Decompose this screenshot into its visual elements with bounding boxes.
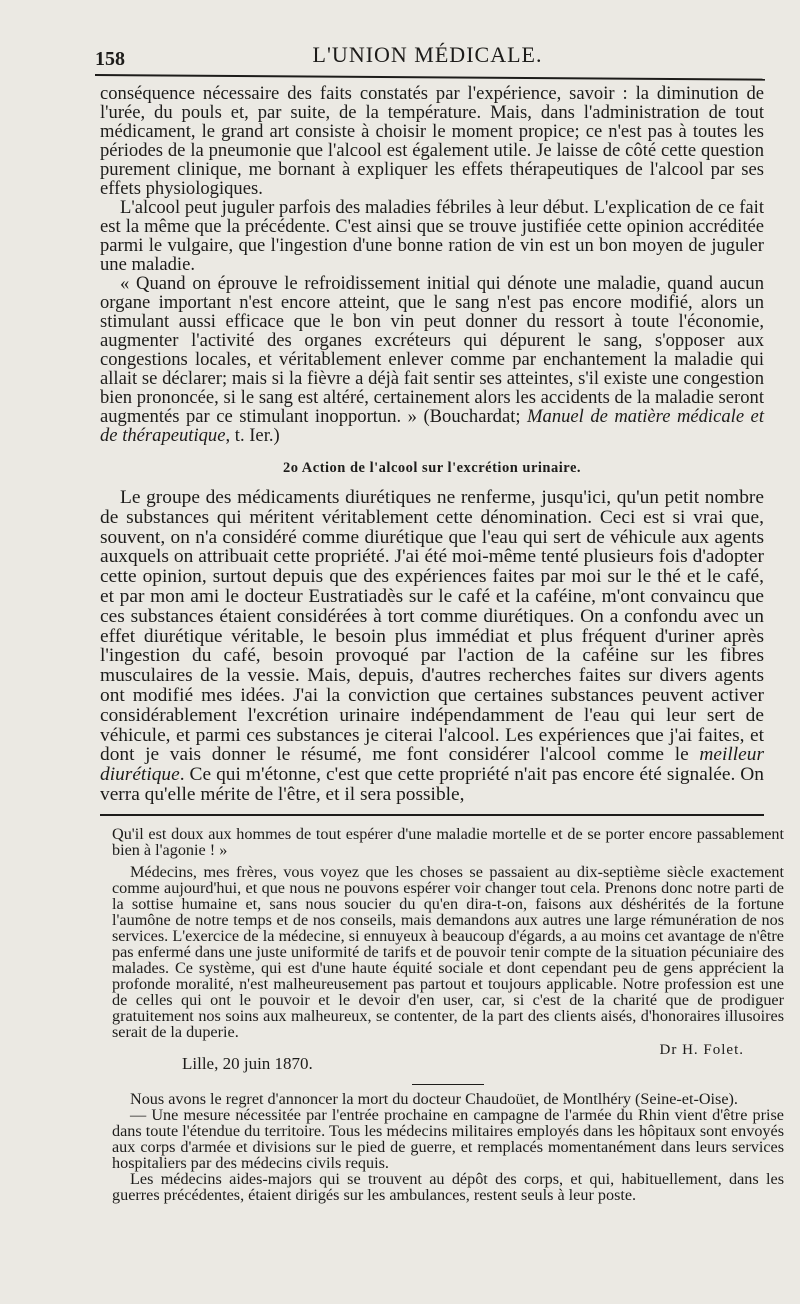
paragraph: conséquence nécessaire des faits constatés par l'expérience, savoir : la diminution de l'urée, du pouls et, par suite, de la température. Mais, dans l'administration de tout médicament, le grand art consiste à choisir le moment propice; ce n'est pas à toutes les périodes de la pneumonie que l'alcool est également utile. Je laisse de côté cette question purement clinique, me bornant à expliquer les effets thérapeutiques de l'alcool par ses effets physiologiques.: [100, 83, 764, 199]
news-items: [112, 1091, 784, 1203]
page-number: 158: [95, 48, 125, 70]
emphasis-text: meilleur diurétique: [100, 744, 764, 786]
journal-title: L'UNION MÉDICALE.: [312, 42, 543, 67]
quotation-paragraph: [100, 274, 764, 445]
bleed-through-top: [90, 22, 760, 42]
citation-title: Manuel de matière médicale et de thérapeutique: [100, 406, 764, 446]
page-header: [95, 42, 760, 74]
author-signature: Dr H. Folet.: [659, 1042, 744, 1058]
news-item: Les médecins aides-majors qui se trouvent au dépôt des corps, et qui, habituellement, dans les guerres précédentes, étaient dirigés sur les ambulances, restent seuls à leur poste.: [112, 1170, 784, 1204]
feuilleton-footer: [112, 826, 784, 1203]
section-paragraph: [100, 488, 764, 805]
news-item: — Une mesure nécessitée par l'entrée prochaine en campagne de l'armée du Rhin vient d'être prise dans toute l'étendue du territoire. Tous les médecins militaires employés dans les hôpitaux sont envoyés aux corps d'armée et divisions sur le pied de guerre, et remplacés momentanément dans leurs services hospitaliers par des médecins civils requis.: [112, 1106, 784, 1172]
header-rule: [95, 74, 765, 81]
news-item: Nous avons le regret d'annoncer la mort du docteur Chaudoüet, de Montlhéry (Seine-et-Oise).: [130, 1090, 738, 1108]
footnote-rule: [100, 814, 764, 816]
paragraph: L'alcool peut juguler parfois des maladies fébriles à leur début. L'explication de ce fait est la même que la précédente. C'est ainsi que se trouve justifiée cette opinion accréditée parmi le vulgaire, que l'ingestion d'une bonne ration de vin est un bon moyen de juguler une maladie.: [100, 197, 764, 275]
signature-line: [112, 1042, 784, 1073]
place-date: Lille, 20 juin 1870.: [182, 1054, 313, 1073]
section-text: Le groupe des médicaments diurétiques ne renferme, jusqu'ici, qu'un petit nombre de substances qui méritent véritablement cette dénomination. Ceci est si vrai que, souvent, on n'a considéré comme diurétique que l'eau qui sert de véhicule aux agents auxquels on attribuait cette propriété. J'ai été moi-même tenté plusieurs fois d'adopter cette opinion, surtout depuis que des expériences faites par moi sur le thé et le café, et par mon ami le docteur Eustratiadès sur le café et la caféine, m'ont convaincu que ces substances étaient considérées à tort comme diurétiques. On a confondu avec un effet diurétique véritable, le besoin plus immédiat et plus fréquent d'uriner après l'ingestion du café, besoin provoqué par l'action de la caféine sur les fibres musculaires de la vessie. Mais, depuis, d'autres recherches faites sur divers agents ont modifié mes idées. J'ai la conviction que certaines substances peuvent activer considérablement l'excrétion urinaire indépendamment de l'eau qui leur sert de véhicule, et parmi ces substances je citerai l'alcool. Les expériences que j'ai faites, et dont je vais donner le résumé, me font considérer l'alcool comme le: [100, 487, 764, 766]
section-text-end: . Ce qui m'étonne, c'est que cette propriété n'ait pas encore été signalée. On verra qu'elle mérite de l'être, et il sera possible,: [100, 764, 764, 805]
short-rule: [412, 1084, 484, 1085]
main-text: [100, 84, 764, 805]
quotation-text: « Quand on éprouve le refroidissement initial qui dénote une maladie, quand aucun organe important n'est encore atteint, que le sang n'est pas encore modifié, alors un stimulant aussi efficace que le bon vin peut donner du ressort à toute l'économie, augmenter l'activité des organes excréteurs qui dépurent le sang, s'opposer aux congestions locales, et véritablement enlever comme par enchantement la maladie qui allait se déclarer; mais si la fièvre a déjà fait sentir ses atteintes, s'il existe une congestion bien prononcée, si le sang est altéré, certainement alors les accidents de la maladie seront augmentés par ce stimulant inopportun. » (Bouchardat;: [100, 273, 764, 427]
footnote-paragraph: Médecins, mes frères, vous voyez que les choses se passaient au dix-septième siècle exactement comme aujourd'hui, et que nous ne pouvons espérer voir changer tout cela. Prenons donc notre parti de la sottise humaine et, sans nous soucier du qu'en dira-t-on, faisons aux déshérités de la fortune l'aumône de notre temps et de nos conseils, mais demandons aux autres une large rémunération de nos services. L'exercice de la médecine, si ennuyeux à beaucoup d'égards, a au moins cet avantage de n'être pas enfermé dans une juste uniformité de tarifs et de pouvoir tenir compte de la situation pécuniaire des malades. Ce système, qui est d'une haute équité sociale et dont cependant peu de gens apprécient la profonde moralité, n'est malheureusement pas partout et toujours applicable. Notre profession est une de celles qui ont le pouvoir et le devoir d'en user, car, si c'est de la charité que de prodiguer gratuitement nos soins aux malheureux, se contenter, de la part des clients aisés, d'honoraires illusoires serait de la duperie.: [112, 863, 784, 1041]
footnote-opening: Qu'il est doux aux hommes de tout espérer d'une maladie mortelle et de se porter encore passablement bien à l'agonie ! »: [112, 825, 784, 859]
section-heading: 2o Action de l'alcool sur l'excrétion urinaire.: [282, 460, 582, 476]
citation-tail: , t. Ier.): [225, 425, 280, 446]
